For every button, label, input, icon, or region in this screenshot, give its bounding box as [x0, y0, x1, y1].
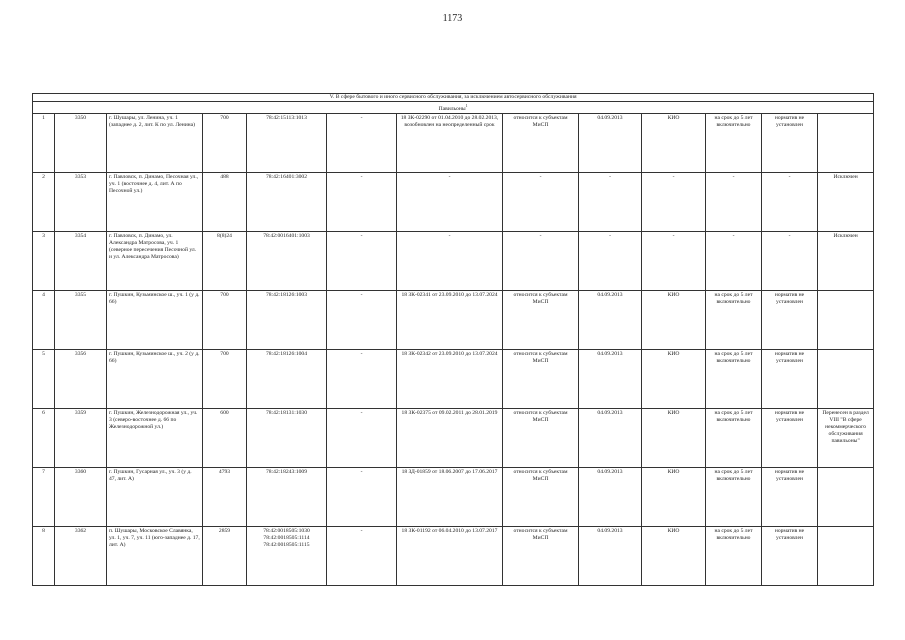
- area-cell: 700: [203, 113, 247, 172]
- term-cell: -: [706, 172, 762, 231]
- organization-cell: КИО: [642, 113, 706, 172]
- organization-cell: КИО: [642, 349, 706, 408]
- date-cell: 04.09.2013: [579, 526, 642, 585]
- area-cell: 8(8)24: [203, 231, 247, 290]
- classification-cell: относится к субъектам МиСП: [503, 290, 579, 349]
- term-cell: на срок до 5 лет включительно: [706, 526, 762, 585]
- register-number: 3362: [55, 526, 107, 585]
- date-cell: 04.09.2013: [579, 290, 642, 349]
- organization-cell: КИО: [642, 408, 706, 467]
- address-cell: г. Пушкин, Железнодорожная ул., уч. 3 (северо-восточнее д. 66 по Железнодорожной ул.): [107, 408, 203, 467]
- note-cell: Перенесен в раздел VIII "В сфере некоммерческого обслуживания павильоны": [818, 408, 874, 467]
- encumbrance-cell: -: [327, 408, 397, 467]
- lease-document-cell: 18 ЗК-01192 от 06.04.2010 до 13.07.2017: [397, 526, 503, 585]
- address-cell: г. Пушкин, Гусарная ул., уч. 3 (у д. 47, лит. А): [107, 467, 203, 526]
- lease-document-cell: 18 ЗК-02342 от 23.09.2010 до 13.07.2024: [397, 349, 503, 408]
- date-cell: 04.09.2013: [579, 113, 642, 172]
- term-cell: на срок до 5 лет включительно: [706, 408, 762, 467]
- table-row: [33, 467, 874, 526]
- subsection-label: Павильоны: [438, 105, 466, 112]
- row-number: 5: [33, 349, 55, 408]
- register-number: 3359: [55, 408, 107, 467]
- section-header-row: [33, 94, 874, 102]
- table-row: [33, 349, 874, 408]
- cadastre-number-cell: 78:42:18126:1003: [247, 290, 327, 349]
- date-cell: 04.09.2013: [579, 408, 642, 467]
- cadastre-number-cell: 78:42:18131:1030: [247, 408, 327, 467]
- note-cell: [818, 526, 874, 585]
- lease-document-cell: 18 ЗК-02341 от 23.09.2010 до 13.07.2024: [397, 290, 503, 349]
- register-number: 3353: [55, 172, 107, 231]
- row-number: 1: [33, 113, 55, 172]
- classification-cell: относится к субъектам МиСП: [503, 408, 579, 467]
- date-cell: -: [579, 172, 642, 231]
- encumbrance-cell: -: [327, 526, 397, 585]
- cadastre-number-cell: 78:42:18126:1004: [247, 349, 327, 408]
- organization-cell: -: [642, 172, 706, 231]
- register-number: 3355: [55, 290, 107, 349]
- classification-cell: -: [503, 231, 579, 290]
- section-title: V. В сфере бытового и иного сервисного обслуживания, за исключением автосервисного обслуживания: [33, 94, 874, 102]
- row-number: 8: [33, 526, 55, 585]
- norm-cell: норматив не установлен: [762, 526, 818, 585]
- register-number: 3354: [55, 231, 107, 290]
- organization-cell: КИО: [642, 467, 706, 526]
- lease-document-cell: -: [397, 231, 503, 290]
- address-cell: г. Пушкин, Кузьминское ш., уч. 1 (у д. 66): [107, 290, 203, 349]
- area-cell: 700: [203, 290, 247, 349]
- encumbrance-cell: -: [327, 349, 397, 408]
- cadastre-number-cell: 78:42:16401:3002: [247, 172, 327, 231]
- note-cell: [818, 113, 874, 172]
- term-cell: -: [706, 231, 762, 290]
- lease-document-cell: 18 ЗК-02375 от 09.02.2011 до 28.01.2019: [397, 408, 503, 467]
- address-cell: г. Павловск, п. Динамо, ул. Александра Матросова, уч. 1 (северное пересечения Песочной ул. и ул. Александра Матросова): [107, 231, 203, 290]
- subsection-title: [33, 102, 874, 114]
- note-cell: Исключен: [818, 231, 874, 290]
- subsection-header-row: [33, 102, 874, 114]
- row-number: 2: [33, 172, 55, 231]
- page-number: 1173: [442, 13, 463, 24]
- register-number: 3360: [55, 467, 107, 526]
- note-cell: [818, 467, 874, 526]
- address-cell: г. Шушары, ул. Ленина, уч. 1 (западнее д. 2, лит. К по ул. Ленина): [107, 113, 203, 172]
- row-number: 3: [33, 231, 55, 290]
- table-row: [33, 113, 874, 172]
- classification-cell: относится к субъектам МиСП: [503, 349, 579, 408]
- organization-cell: КИО: [642, 526, 706, 585]
- table-row: [33, 526, 874, 585]
- norm-cell: норматив не установлен: [762, 113, 818, 172]
- area-cell: 600: [203, 408, 247, 467]
- encumbrance-cell: -: [327, 113, 397, 172]
- lease-document-cell: -: [397, 172, 503, 231]
- cadastre-number-cell: 78:42:0018505:1030 78:42:0018505:1114 78:42:0018505:1115: [247, 526, 327, 585]
- encumbrance-cell: -: [327, 231, 397, 290]
- classification-cell: -: [503, 172, 579, 231]
- area-cell: 700: [203, 349, 247, 408]
- date-cell: -: [579, 231, 642, 290]
- classification-cell: относится к субъектам МиСП: [503, 113, 579, 172]
- row-number: 4: [33, 290, 55, 349]
- norm-cell: -: [762, 231, 818, 290]
- cadastre-number-cell: 78:42:18243:1009: [247, 467, 327, 526]
- date-cell: 04.09.2013: [579, 349, 642, 408]
- term-cell: на срок до 5 лет включительно: [706, 113, 762, 172]
- row-number: 7: [33, 467, 55, 526]
- area-cell: 488: [203, 172, 247, 231]
- norm-cell: норматив не установлен: [762, 349, 818, 408]
- norm-cell: норматив не установлен: [762, 467, 818, 526]
- note-cell: [818, 290, 874, 349]
- table-row: [33, 231, 874, 290]
- term-cell: на срок до 5 лет включительно: [706, 467, 762, 526]
- classification-cell: относится к субъектам МиСП: [503, 526, 579, 585]
- norm-cell: норматив не установлен: [762, 408, 818, 467]
- date-cell: 04.09.2013: [579, 467, 642, 526]
- encumbrance-cell: -: [327, 290, 397, 349]
- lease-document-cell: 18 ЗК-02290 от 01.04.2010 до 28.02.2013, возобновлен на неопределенный срок: [397, 113, 503, 172]
- lease-document-cell: 18 ЗД-01859 от 18.06.2007 до 17.06.2017: [397, 467, 503, 526]
- organization-cell: КИО: [642, 290, 706, 349]
- norm-cell: -: [762, 172, 818, 231]
- term-cell: на срок до 5 лет включительно: [706, 349, 762, 408]
- area-cell: 2859: [203, 526, 247, 585]
- organization-cell: -: [642, 231, 706, 290]
- table-row: [33, 408, 874, 467]
- cadastre-number-cell: 78:42:15113:1013: [247, 113, 327, 172]
- address-cell: г. Пушкин, Кузьминское ш., уч. 2 (у д. 66): [107, 349, 203, 408]
- term-cell: на срок до 5 лет включительно: [706, 290, 762, 349]
- registry-table: [32, 93, 874, 586]
- address-cell: г. Павловск, п. Динамо, Песочная ул., уч. 1 (восточнее д. 4, лит. А по Песочной ул.): [107, 172, 203, 231]
- note-cell: Исключен: [818, 172, 874, 231]
- encumbrance-cell: -: [327, 467, 397, 526]
- register-number: 3356: [55, 349, 107, 408]
- classification-cell: относится к субъектам МиСП: [503, 467, 579, 526]
- subsection-footnote-mark: 1: [465, 103, 468, 108]
- register-number: 3350: [55, 113, 107, 172]
- note-cell: [818, 349, 874, 408]
- table-row: [33, 290, 874, 349]
- encumbrance-cell: -: [327, 172, 397, 231]
- norm-cell: норматив не установлен: [762, 290, 818, 349]
- table-row: [33, 172, 874, 231]
- row-number: 6: [33, 408, 55, 467]
- cadastre-number-cell: 78:42:0016401:1003: [247, 231, 327, 290]
- area-cell: 4793: [203, 467, 247, 526]
- address-cell: п. Шушары, Московское Славянка, ул. 1, уч. 7, уч. 11 (юго-западнее д. 17, лит. А): [107, 526, 203, 585]
